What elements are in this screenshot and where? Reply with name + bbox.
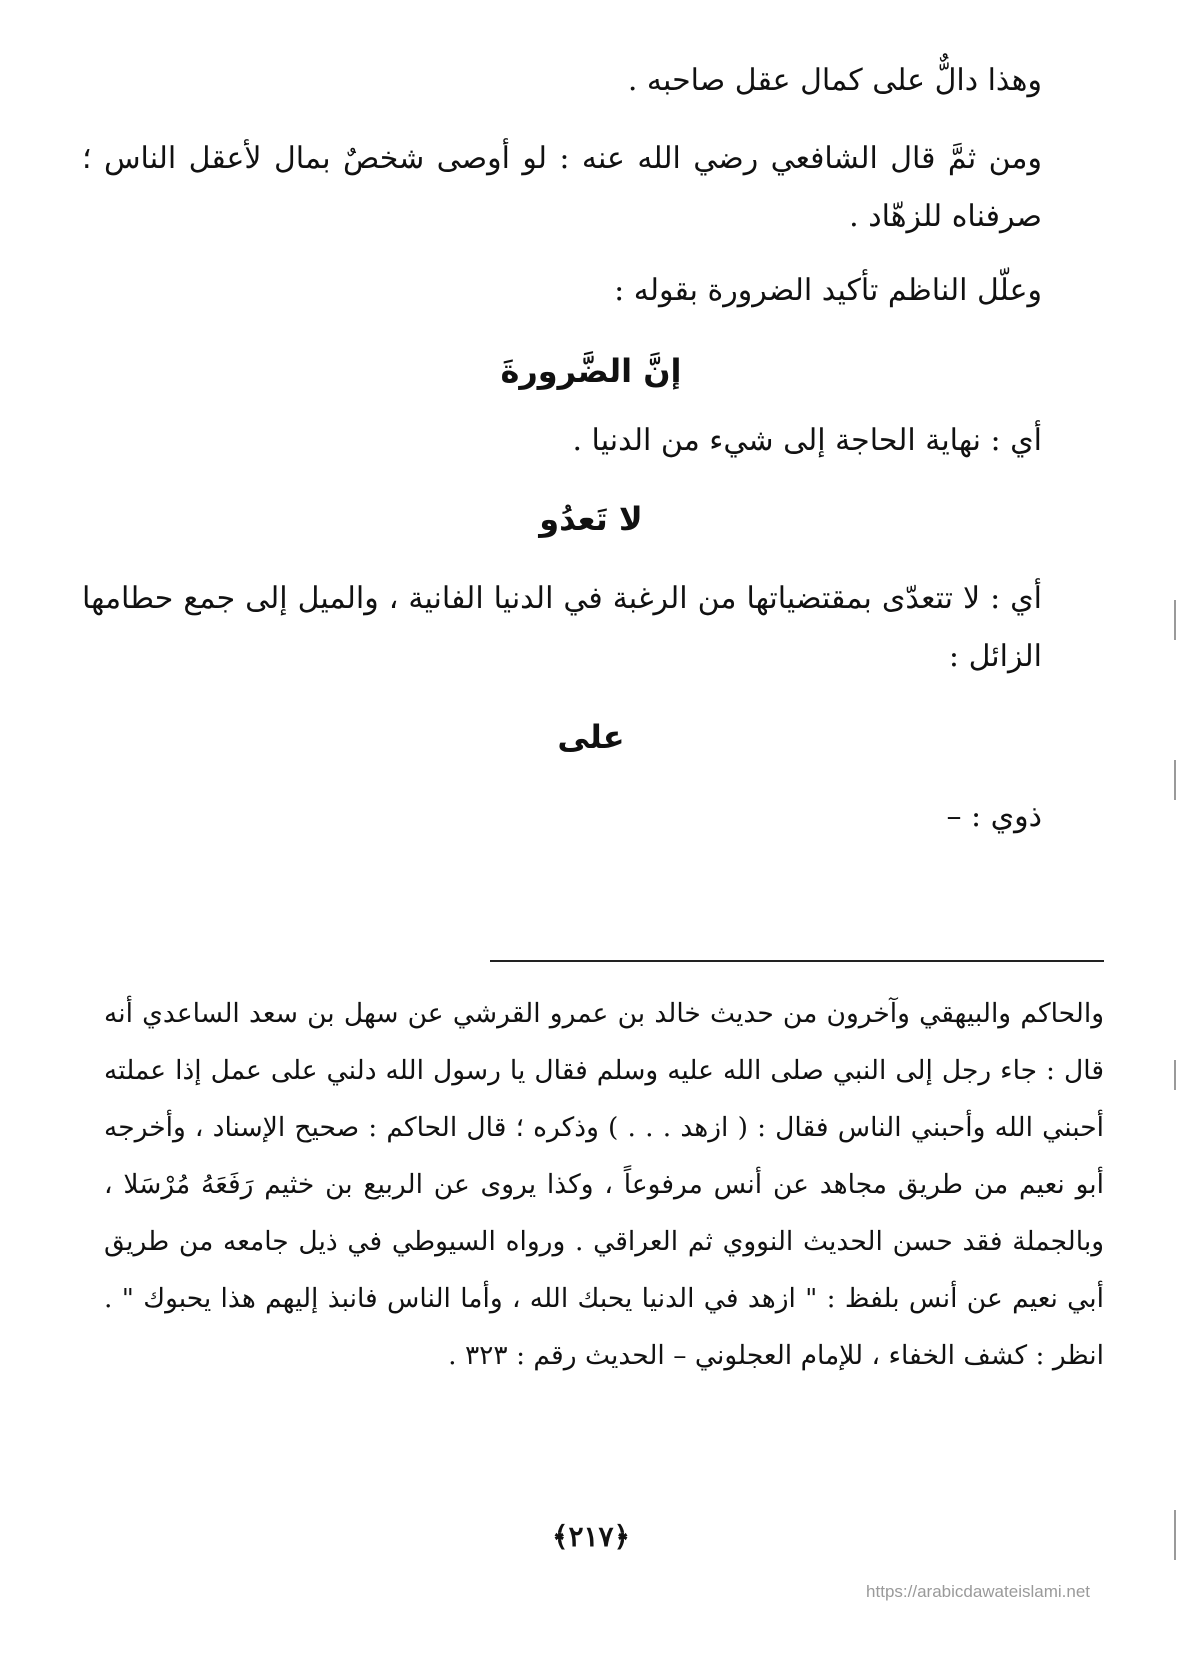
scan-edge-mark [1174,1060,1176,1090]
paragraph-nazim-reason: وعلّل الناظم تأكيد الضرورة بقوله : [614,273,1042,308]
footnote-separator [490,960,1104,962]
paragraph-dhawi: ذوي : – [946,799,1042,834]
paragraph-shafii-quote: ومن ثمَّ قال الشافعي رضي الله عنه : لو أوصى شخصٌ بمال لأعقل الناس ؛ صرفناه للزهّاد . [82,141,1042,234]
paragraph-conclusion: وهذا دالٌّ على كمال عقل صاحبه . [627,63,1042,98]
verse-heading-la-tadu: لا تَعدُو [539,500,643,538]
scan-edge-mark [1174,760,1176,800]
source-watermark: https://arabicdawateislami.net [866,1582,1090,1601]
footnote-text: والحاكم والبيهقي وآخرون من حديث خالد بن عمرو القرشي عن سهل بن سعد الساعدي أنه قال : جاء رجل إلى النبي صلى الله عليه وسلم فقال يا رسول الله دلني على عمل إذا عملته أحبني الله وأحبني الناس فقال : ( ازهد . . . ) وذكره ؛ قال الحاكم : صحيح الإسناد ، وأخرجه أبو نعيم من طريق مجاهد عن أنس مرفوعاً ، وكذا يروى عن الربيع بن خثيم رَفَعَهُ مُرْسَلا ، وبالجملة فقد حسن الحديث النووي ثم العراقي . ورواه السيوطي في ذيل جامعه من طريق أبي نعيم عن أنس بلفظ : " ازهد في الدنيا يحبك الله ، وأما الناس فانبذ إليهم هذا يحبوك " . انظر : كشف الخفاء ، للإمام العجلوني – الحديث رقم : ٣٢٣ . [104,998,1104,1371]
scan-edge-mark [1174,1510,1176,1560]
paragraph-explanation-exceed: أي : لا تتعدّى بمقتضياتها من الرغبة في الدنيا الفانية ، والميل إلى جمع حطامها الزائل : [82,581,1043,674]
paragraph-explanation-need: أي : نهاية الحاجة إلى شيء من الدنيا . [572,423,1042,458]
verse-heading-ala: على [557,718,625,756]
scan-edge-mark [1174,600,1176,640]
page-number: ﴿٢١٧﴾ [552,1520,630,1553]
verse-heading-darura: إنَّ الضَّرورةَ [500,352,682,390]
